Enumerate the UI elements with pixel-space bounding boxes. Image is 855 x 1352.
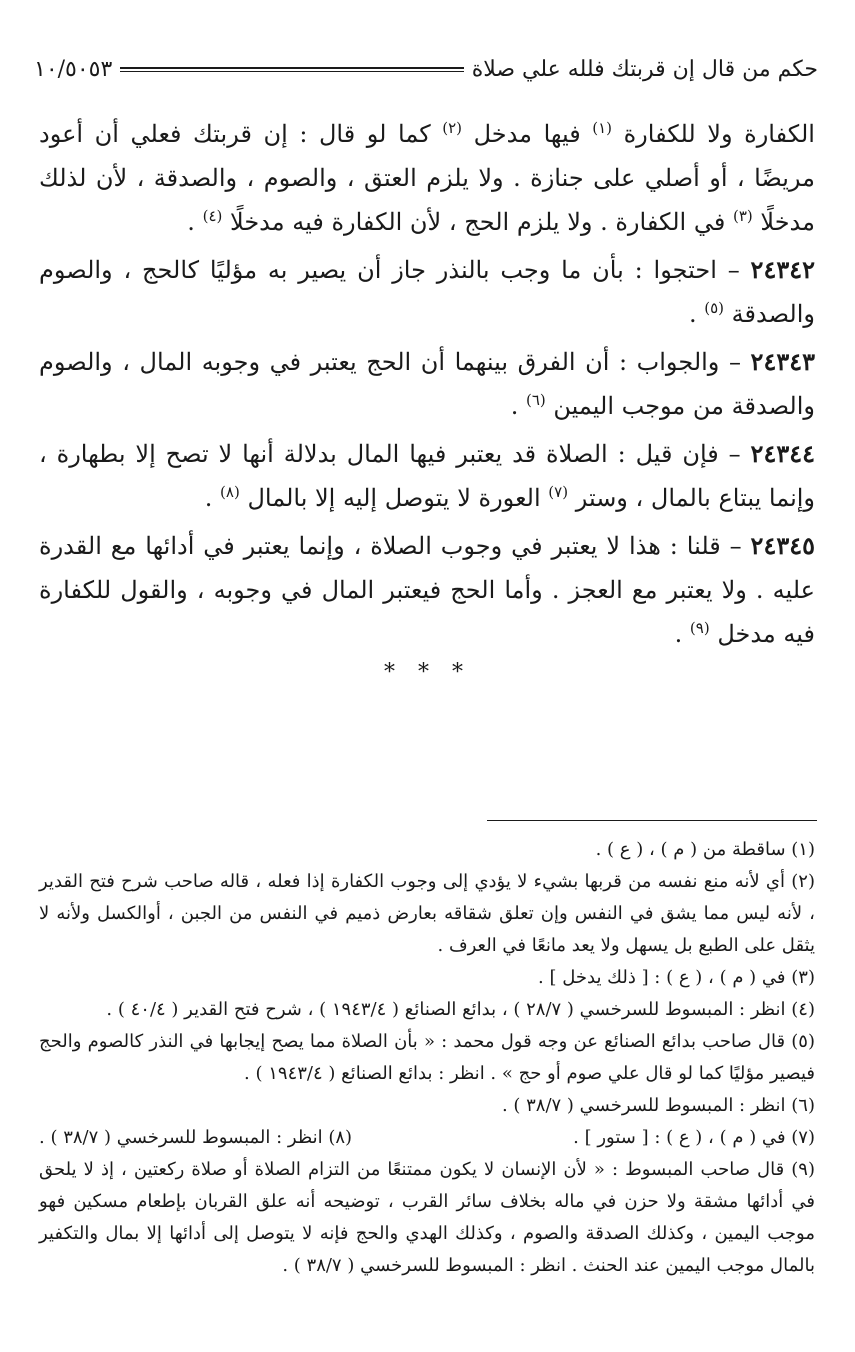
footnote-8: (٨) انظر : المبسوط للسرخسي ( ٣٨/٧ ) .: [39, 1127, 353, 1148]
text-segment: في الكفارة . ولا يلزم الحج ، لأن الكفارة فيه مدخلًا: [230, 208, 726, 236]
paragraph-number: ٢٤٣٤٢: [750, 255, 815, 284]
text-segment: .: [510, 392, 519, 420]
footnote-ref: (٤): [202, 207, 223, 225]
text-segment: – فإن قيل : الصلاة قد يعتبر فيها المال بدلالة أنها لا تصح إلا بطهارة ، وإنما يبتاع بالمال ، وستر: [39, 440, 815, 512]
paragraph-number: ٢٤٣٤٥: [750, 531, 815, 560]
footnote-ref: (٦): [525, 391, 546, 409]
paragraph-number: ٢٤٣٤٤: [750, 439, 815, 468]
paragraph-continuation: [39, 112, 815, 244]
header-title: حكم من قال إن قربتك فلله علي صلاة: [471, 56, 818, 82]
text-segment: كما لو قال : إن قربتك فعلي أن أعود مريضًا ، أو أصلي على جنازة . ولا يلزم العتق ، والصوم ، والصدقة ، لأن لذلك مدخلًا: [39, 120, 815, 236]
paragraph-24342: [39, 248, 815, 336]
footnote-rule: [487, 820, 817, 821]
footnote-5: (٥) قال صاحب بدائع الصنائع عن وجه قول محمد : « بأن الصلاة مما يصح إيجابها في النذر كالصوم والحج فيصير مؤليًا كما لو قال علي صوم أو حج » . انظر : بدائع الصنائع ( ١٩٤٣/٤ ) .: [39, 1031, 815, 1084]
text-segment: العورة لا يتوصل إليه إلا بالمال: [247, 484, 541, 512]
footnote-3: (٣) في ( م ) ، ( ع ) : [ ذلك يدخل ] .: [538, 967, 815, 988]
footnote-6: (٦) انظر : المبسوط للسرخسي ( ٣٨/٧ ) .: [501, 1095, 815, 1116]
running-header: [34, 52, 818, 86]
footnote-ref: (٥): [704, 299, 725, 317]
paragraph-24343: [39, 340, 815, 428]
text-segment: فيها مدخل: [473, 120, 581, 148]
footnotes: [39, 834, 815, 1282]
page-number: ١٠/٥٠٥٣: [34, 56, 113, 82]
text-segment: .: [674, 620, 683, 648]
text-segment: – احتجوا : بأن ما وجب بالنذر جاز أن يصير به مؤليًا كالحج ، والصوم والصدقة: [39, 256, 815, 328]
footnote-9: (٩) قال صاحب المبسوط : « لأن الإنسان لا يكون ممتنعًا من التزام الصلاة أو صلاة ركعتين ، إذ لا يلحق في أدائها مشقة ولا حزن في ماله بخلاف سائر القرب ، توضيحه أنه علق القربان بإطعام مسكين فهو موجب اليمين ، وكذلك الصدقة والصوم ، وكذلك الهدي والحج فإنه لا يتوصل إلى أدائها إلا بمال والتكفير بالمال موجب اليمين عند الحنث . انظر : المبسوط للسرخسي ( ٣٨/٧ ) .: [39, 1159, 815, 1276]
text-segment: – والجواب : أن الفرق بينهما أن الحج يعتبر في وجوبه المال ، والصوم والصدقة من موجب اليمين: [39, 348, 815, 420]
header-rule: [120, 67, 463, 72]
text-segment: الكفارة ولا للكفارة: [623, 120, 815, 148]
footnote-ref: (٨): [220, 483, 240, 501]
footnote-2: (٢) أي لأنه منع نفسه من قربها بشيء لا يؤدي إلى وجوب الكفارة إذا فعله ، قاله صاحب شرح فتح القدير ، لأنه ليس مما يشق في النفس وإن تعلق شقاقه بعارض ذميم في النفس من الجبن ، أوالكسل ولأنه لا يثقل على الطبع بل يسهل ولا يعد مانعًا في العرف .: [39, 871, 815, 956]
footnote-row: [39, 1122, 815, 1154]
paragraph-number: ٢٤٣٤٣: [750, 347, 815, 376]
main-text: [39, 112, 815, 660]
footnote-ref: (٣): [732, 207, 753, 225]
text-segment: .: [688, 300, 697, 328]
text-segment: .: [187, 208, 195, 236]
footnote-ref: (٢): [442, 119, 462, 137]
footnote-ref: (٩): [689, 619, 710, 637]
footnote-7: (٧) في ( م ) ، ( ع ) : [ ستور ] .: [573, 1127, 815, 1148]
paragraph-24345: [39, 524, 815, 656]
footnote-ref: (١): [592, 119, 613, 137]
text-segment: – قلنا : هذا لا يعتبر في وجوب الصلاة ، وإنما يعتبر في أدائها مع القدرة عليه . ولا يعتبر مع العجز . وأما الحج فيعتبر المال في وجوبه ، والقول للكفارة فيه مدخل: [39, 532, 815, 648]
footnote-ref: (٧): [548, 483, 569, 501]
paragraph-24344: [39, 432, 815, 520]
section-separator: * * *: [384, 660, 471, 685]
footnote-4: (٤) انظر : المبسوط للسرخسي ( ٢٨/٧ ) ، بدائع الصنائع ( ١٩٤٣/٤ ) ، شرح فتح القدير ( ٤٠/٤ ) .: [106, 999, 815, 1020]
text-segment: .: [204, 484, 213, 512]
footnote-1: (١) ساقطة من ( م ) ، ( ع ) .: [595, 839, 815, 860]
